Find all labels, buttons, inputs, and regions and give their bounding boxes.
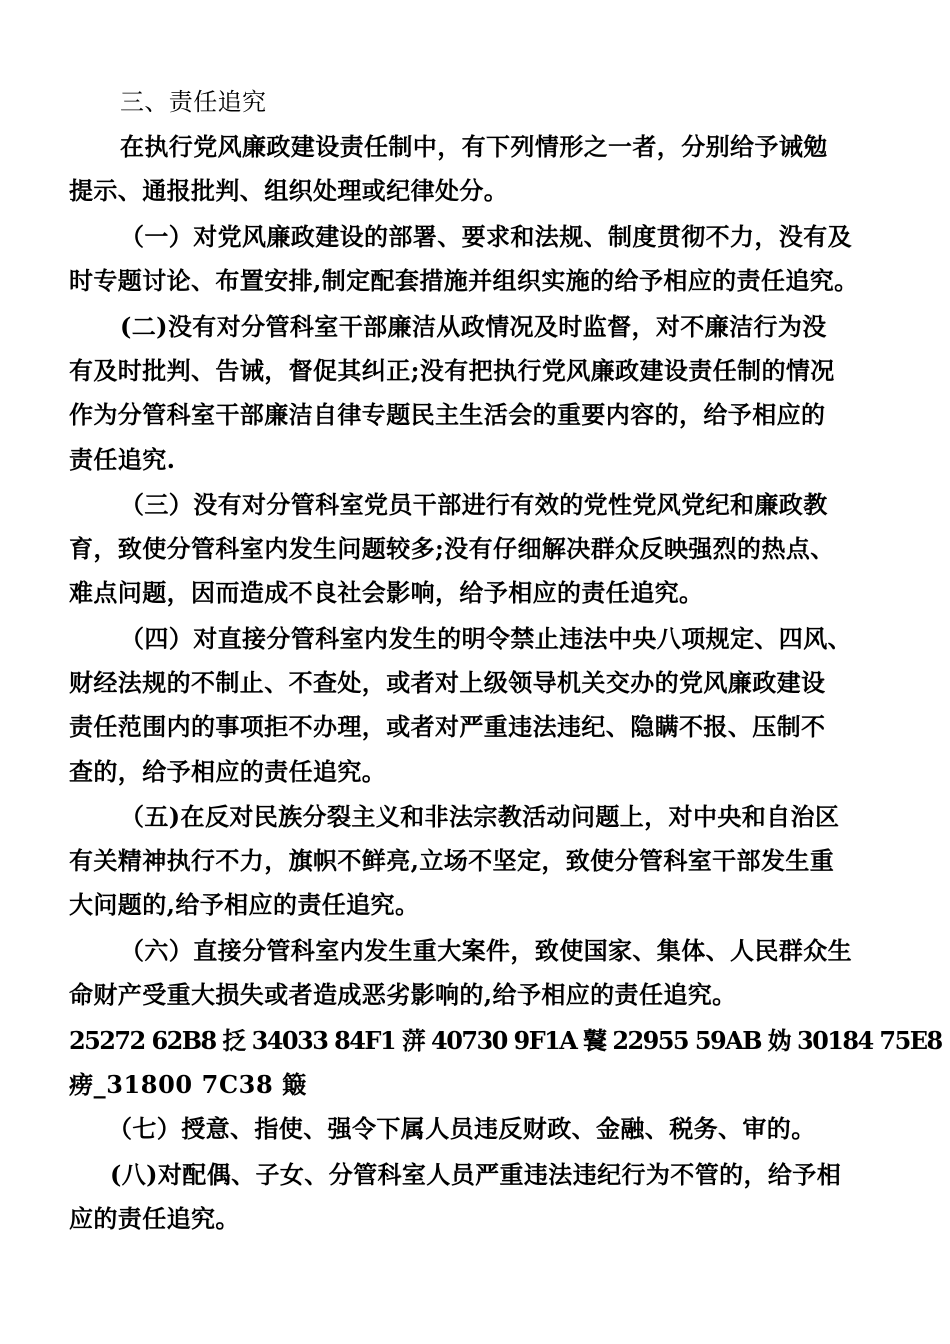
- item-2-line: 作为分管科室干部廉洁自律专题民主生活会的重要内容的，给予相应的: [69, 400, 826, 429]
- item-3-line: 难点问题，因而造成不良社会影响，给予相应的责任追究。: [69, 578, 704, 607]
- item-2-line: (二)没有对分管科室干部廉洁从政情况及时监督，对不廉洁行为没: [120, 312, 827, 341]
- code-line: 25272 62B8 抸 34033 84F1 蓱 40730 9F1A 鼚 22955 59AB 妫 30184 75E8: [69, 1026, 942, 1055]
- item-1-line: （一）对党风廉政建设的部署、要求和法规、制度贯彻不力，没有及: [120, 222, 852, 251]
- intro-line: 在执行党风廉政建设责任制中，有下列情形之一者，分别给予诫勉: [120, 132, 828, 161]
- item-8-line: 应的责任追究。: [69, 1204, 240, 1233]
- code-line: 痨_31800 7C38 簸: [69, 1070, 307, 1099]
- section-heading: 三、责任追究: [120, 88, 267, 116]
- item-3-line: 育，致使分管科室内发生问题较多;没有仔细解决群众反映强烈的热点、: [69, 534, 835, 563]
- item-8-line: (八)对配偶、子女、分管科室人员严重违法违纪行为不管的，给予相: [110, 1160, 842, 1189]
- item-7-line: （七）授意、指使、强令下属人员违反财政、金融、税务、审的。: [108, 1114, 816, 1143]
- item-4-line: 责任范围内的事项拒不办理，或者对严重违法违纪、隐瞒不报、压制不: [69, 712, 826, 741]
- item-5-line: 有关精神执行不力，旗帜不鲜亮,立场不坚定，致使分管科室干部发生重: [69, 846, 835, 875]
- item-5-line: （五)在反对民族分裂主义和非法宗教活动问题上，对中央和自治区: [120, 802, 840, 831]
- item-4-line: 查的，给予相应的责任追究。: [69, 757, 387, 786]
- item-2-line: 责任追究.: [69, 445, 176, 474]
- item-2-line: 有及时批判、告诫，督促其纠正;没有把执行党风廉政建设责任制的情况: [69, 356, 835, 385]
- item-3-line: （三）没有对分管科室党员干部进行有效的党性党风党纪和廉政教: [120, 490, 828, 519]
- item-4-line: 财经法规的不制止、不查处，或者对上级领导机关交办的党风廉政建设: [69, 668, 826, 697]
- item-5-line: 大问题的,给予相应的责任追究。: [69, 890, 420, 919]
- item-1-line: 时专题讨论、布置安排,制定配套措施并组织实施的给予相应的责任追究。: [69, 266, 859, 295]
- intro-line: 提示、通报批判、组织处理或纪律处分。: [69, 176, 509, 205]
- item-6-line: 命财产受重大损失或者造成恶劣影响的,给予相应的责任追究。: [69, 980, 737, 1009]
- item-4-line: （四）对直接分管科室内发生的明令禁止违法中央八项规定、四风、: [120, 624, 852, 653]
- item-6-line: （六）直接分管科室内发生重大案件，致使国家、集体、人民群众生: [120, 936, 852, 965]
